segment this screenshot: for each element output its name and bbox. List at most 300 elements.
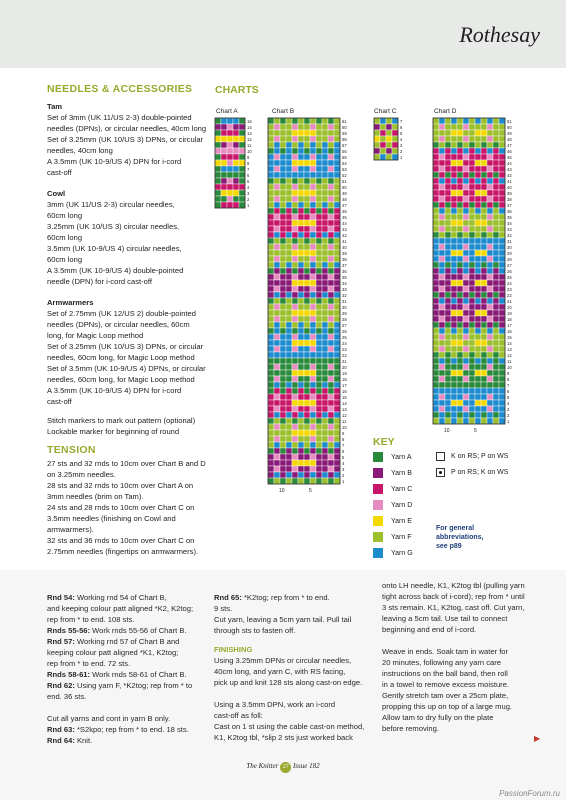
chart-cell xyxy=(499,388,505,394)
chart-cell xyxy=(481,370,487,376)
chart-cell xyxy=(463,226,469,232)
chart-cell xyxy=(457,352,463,358)
chart-cell xyxy=(274,250,280,256)
chart-cell xyxy=(451,184,457,190)
chart-cell xyxy=(239,118,245,124)
chart-cell xyxy=(274,166,280,172)
chart-cell xyxy=(493,418,499,424)
chart-cell xyxy=(280,292,286,298)
chart-cell xyxy=(328,376,334,382)
chart-cell xyxy=(328,244,334,250)
row-number: 61 xyxy=(342,119,347,124)
chart-cell xyxy=(316,388,322,394)
chart-cell xyxy=(457,196,463,202)
chart-cell xyxy=(292,184,298,190)
chart-cell xyxy=(493,256,499,262)
chart-cell xyxy=(304,358,310,364)
chart-cell xyxy=(439,160,445,166)
chart-cell xyxy=(334,310,340,316)
chart-cell xyxy=(322,214,328,220)
chart-cell xyxy=(481,256,487,262)
chart-cell xyxy=(433,208,439,214)
chart-cell xyxy=(292,364,298,370)
chart-cell xyxy=(439,334,445,340)
chart-cell xyxy=(268,346,274,352)
row-number: 38 xyxy=(507,197,512,202)
chart-cell xyxy=(322,430,328,436)
chart-cell xyxy=(304,406,310,412)
chart-cell xyxy=(274,298,280,304)
chart-cell xyxy=(298,190,304,196)
chart-cell xyxy=(463,262,469,268)
chart-cell xyxy=(463,394,469,400)
chart-cell xyxy=(227,202,233,208)
chart-cell xyxy=(280,472,286,478)
chart-cell xyxy=(274,388,280,394)
chart-cell xyxy=(328,226,334,232)
chart-cell xyxy=(487,232,493,238)
text-line: needles, 60cm long, for Magic Loop method xyxy=(47,375,195,384)
chart-cell xyxy=(457,382,463,388)
chart-cell xyxy=(298,478,304,484)
chart-cell xyxy=(439,280,445,286)
chart-cell xyxy=(286,328,292,334)
chart-cell xyxy=(334,160,340,166)
chart-cell xyxy=(475,316,481,322)
chart-cell xyxy=(493,382,499,388)
chart-cell xyxy=(499,118,505,124)
chart-cell xyxy=(439,184,445,190)
yarn-label: Yarn D xyxy=(391,501,413,509)
chart-cell xyxy=(304,256,310,262)
chart-cell xyxy=(292,400,298,406)
row-number: 15 xyxy=(507,335,512,340)
chart-cell xyxy=(286,238,292,244)
chart-cell xyxy=(328,412,334,418)
chart-cell xyxy=(322,118,328,124)
chart-cell xyxy=(316,220,322,226)
chart-cell xyxy=(475,400,481,406)
chart-cell xyxy=(316,460,322,466)
chart-cell xyxy=(316,358,322,364)
chart-cell xyxy=(298,430,304,436)
chart-cell xyxy=(286,442,292,448)
chart-cell xyxy=(481,322,487,328)
chart-cell xyxy=(499,178,505,184)
chart-cell xyxy=(334,400,340,406)
chart-cell xyxy=(304,172,310,178)
chart-cell xyxy=(499,124,505,130)
chart-cell xyxy=(451,118,457,124)
chart-cell xyxy=(274,214,280,220)
chart-cell xyxy=(487,154,493,160)
chart-cell xyxy=(469,310,475,316)
chart-cell xyxy=(292,322,298,328)
chart-cell xyxy=(298,136,304,142)
chart-cell xyxy=(334,352,340,358)
chart-cell xyxy=(298,160,304,166)
chart-cell xyxy=(475,142,481,148)
chart-cell xyxy=(280,244,286,250)
chart-cell xyxy=(433,220,439,226)
dot-square-icon xyxy=(436,468,445,477)
chart-cell xyxy=(433,370,439,376)
row-number: 16 xyxy=(342,389,347,394)
chart-cell xyxy=(481,184,487,190)
chart-cell xyxy=(334,286,340,292)
chart-cell xyxy=(274,208,280,214)
text-line: Cast on 1 st using the cable cast-on method, xyxy=(214,722,365,731)
text-line: Set of 3mm (UK 11/US 2-3) double-pointed xyxy=(47,113,192,122)
chart-cell xyxy=(215,118,221,124)
chart-cell xyxy=(274,256,280,262)
chart-cell xyxy=(475,370,481,376)
chart-cell xyxy=(298,244,304,250)
chart-cell xyxy=(433,382,439,388)
chart-cell xyxy=(286,454,292,460)
chart-cell xyxy=(298,124,304,130)
chart-cell xyxy=(322,292,328,298)
row-number: 7 xyxy=(247,167,250,172)
chart-cell xyxy=(439,340,445,346)
chart-cell xyxy=(316,322,322,328)
chart-cell xyxy=(227,118,233,124)
chart-cell xyxy=(463,256,469,262)
chart-cell xyxy=(292,280,298,286)
chart-cell xyxy=(268,478,274,484)
chart-cell xyxy=(304,274,310,280)
row-number: 43 xyxy=(342,227,347,232)
chart-cell xyxy=(463,172,469,178)
chart-cell xyxy=(439,286,445,292)
chart-cell xyxy=(280,316,286,322)
chart-cell xyxy=(487,262,493,268)
chart-cell xyxy=(221,166,227,172)
chart-cell xyxy=(268,412,274,418)
chart-cell xyxy=(439,202,445,208)
chart-cell xyxy=(469,292,475,298)
chart-cell xyxy=(221,184,227,190)
chart-cell xyxy=(322,160,328,166)
chart-cell xyxy=(274,394,280,400)
chart-cell xyxy=(292,190,298,196)
chart-cell xyxy=(433,172,439,178)
chart-cell xyxy=(304,202,310,208)
chart-cell xyxy=(445,190,451,196)
chart-cell xyxy=(439,382,445,388)
chart-cell xyxy=(316,268,322,274)
chart-cell xyxy=(322,310,328,316)
chart-cell xyxy=(469,160,475,166)
chart-cell xyxy=(487,394,493,400)
chart-cell xyxy=(481,220,487,226)
chart-cell xyxy=(469,370,475,376)
chart-cell xyxy=(280,202,286,208)
chart-cell xyxy=(310,472,316,478)
chart-cell xyxy=(328,442,334,448)
chart-cell xyxy=(316,262,322,268)
instruction-text xyxy=(47,703,49,712)
chart-cell xyxy=(292,436,298,442)
chart-cell xyxy=(292,286,298,292)
chart-cell xyxy=(268,304,274,310)
chart-cell xyxy=(304,154,310,160)
chart-cell xyxy=(221,196,227,202)
chart-cell xyxy=(481,238,487,244)
chart-cell xyxy=(292,448,298,454)
chart-cell xyxy=(304,280,310,286)
chart-cell xyxy=(481,310,487,316)
chart-cell xyxy=(481,178,487,184)
chart-cell xyxy=(286,184,292,190)
chart-cell xyxy=(487,136,493,142)
chart-cell xyxy=(328,238,334,244)
chart-cell xyxy=(499,292,505,298)
row-number: 3 xyxy=(507,407,510,412)
chart-cell xyxy=(457,244,463,250)
chart-cell xyxy=(292,466,298,472)
chart-cell xyxy=(457,160,463,166)
chart-cell xyxy=(457,184,463,190)
chart-cell xyxy=(322,454,328,460)
chart-cell xyxy=(445,298,451,304)
chart-cell xyxy=(310,160,316,166)
row-number: 17 xyxy=(342,383,347,388)
chart-cell xyxy=(304,148,310,154)
chart-cell xyxy=(451,274,457,280)
row-number: 46 xyxy=(342,209,347,214)
chart-cell xyxy=(316,394,322,400)
chart-cell xyxy=(334,196,340,202)
row-number: 1 xyxy=(507,419,510,424)
chart-cell xyxy=(457,166,463,172)
row-number: 38 xyxy=(342,257,347,262)
chart-cell xyxy=(292,424,298,430)
chart-cell xyxy=(304,472,310,478)
chart-cell xyxy=(481,142,487,148)
chart-cell xyxy=(322,358,328,364)
row-number: 6 xyxy=(342,449,345,454)
color-swatch xyxy=(373,548,383,558)
chart-cell xyxy=(499,262,505,268)
chart-cell xyxy=(304,394,310,400)
chart-cell xyxy=(280,220,286,226)
chart-cell xyxy=(493,316,499,322)
chart-cell xyxy=(316,376,322,382)
chart-cell xyxy=(445,370,451,376)
chart-cell xyxy=(334,436,340,442)
pattern-line xyxy=(47,658,207,669)
text-line: propping this up on top of a large mug. xyxy=(382,702,513,711)
chart-cell xyxy=(322,178,328,184)
chart-cell xyxy=(334,124,340,130)
chart-cell xyxy=(469,154,475,160)
chart-cell xyxy=(481,418,487,424)
chart-cell xyxy=(487,202,493,208)
chart-cell xyxy=(304,208,310,214)
chart-cell xyxy=(433,358,439,364)
chart-cell xyxy=(304,388,310,394)
row-number: 3 xyxy=(247,191,250,196)
chart-cell xyxy=(457,370,463,376)
chart-cell xyxy=(463,322,469,328)
chart-cell xyxy=(433,334,439,340)
chart-cell xyxy=(292,412,298,418)
chart-cell xyxy=(268,262,274,268)
chart-cell xyxy=(298,154,304,160)
page-number: 27 xyxy=(280,762,291,773)
chart-cell xyxy=(310,328,316,334)
chart-cell xyxy=(280,388,286,394)
chart-cell xyxy=(268,208,274,214)
chart-cell xyxy=(298,166,304,172)
chart-cell xyxy=(481,346,487,352)
chart-cell xyxy=(433,262,439,268)
chart-cell xyxy=(475,340,481,346)
chart-cell xyxy=(233,184,239,190)
row-number: 42 xyxy=(342,233,347,238)
chart-cell xyxy=(451,394,457,400)
chart-cell xyxy=(280,370,286,376)
chart-cell xyxy=(374,142,380,148)
chart-cell xyxy=(439,226,445,232)
chart-cell xyxy=(499,142,505,148)
chart-cell xyxy=(334,388,340,394)
chart-cell xyxy=(280,286,286,292)
chart-cell xyxy=(316,310,322,316)
text-line: long, for Magic Loop method xyxy=(47,331,144,340)
chart-cell xyxy=(499,214,505,220)
chart-cell xyxy=(457,178,463,184)
chart-cell xyxy=(298,238,304,244)
chart-cell xyxy=(499,358,505,364)
chart-cell xyxy=(322,442,328,448)
chart-cell xyxy=(328,298,334,304)
text-line: A 3.5mm (UK 10-9/US 4) DPN for i-cord xyxy=(47,157,182,166)
text-line: beginning and end of i-cord. xyxy=(382,625,477,634)
chart-cell xyxy=(457,136,463,142)
chart-cell xyxy=(457,376,463,382)
chart-cell xyxy=(433,256,439,262)
chart-cell xyxy=(493,412,499,418)
chart-cell xyxy=(481,406,487,412)
chart-cell xyxy=(328,262,334,268)
chart-cell xyxy=(469,364,475,370)
chart-cell xyxy=(445,340,451,346)
chart-cell xyxy=(493,148,499,154)
chart-cell xyxy=(233,202,239,208)
chart-cell xyxy=(298,310,304,316)
chart-cell xyxy=(328,304,334,310)
chart-cell xyxy=(433,280,439,286)
chart-cell xyxy=(233,160,239,166)
chart-cell xyxy=(463,280,469,286)
chart-cell xyxy=(322,280,328,286)
key-yarn xyxy=(373,452,412,462)
chart-cell xyxy=(374,148,380,154)
chart-cell xyxy=(310,178,316,184)
chart-cell xyxy=(451,328,457,334)
chart-cell xyxy=(274,322,280,328)
chart-cell xyxy=(268,328,274,334)
chart-cell xyxy=(298,442,304,448)
chart-cell xyxy=(292,118,298,124)
chart-cell xyxy=(268,388,274,394)
chart-cell xyxy=(268,292,274,298)
chart-cell xyxy=(499,310,505,316)
chart-cell xyxy=(433,196,439,202)
chart-cell xyxy=(274,178,280,184)
chart-cell xyxy=(469,418,475,424)
chart-cell xyxy=(334,214,340,220)
chart-cell xyxy=(463,202,469,208)
chart-cell xyxy=(310,358,316,364)
chart-cell xyxy=(292,208,298,214)
text-line: Set of 3.5mm (UK 10-9/US 4) DPNs, or circular xyxy=(47,364,206,373)
chart-cell xyxy=(439,142,445,148)
chart-cell xyxy=(328,178,334,184)
chart-cell xyxy=(280,172,286,178)
round-label: Rnd 54: xyxy=(47,593,75,602)
chart-cell xyxy=(274,370,280,376)
chart-cell xyxy=(286,232,292,238)
chart-cell xyxy=(310,436,316,442)
chart-cell xyxy=(227,136,233,142)
chart-cell xyxy=(463,382,469,388)
chart-cell xyxy=(286,364,292,370)
chart-cell xyxy=(469,328,475,334)
row-number: 5 xyxy=(342,455,345,460)
chart-cell xyxy=(316,250,322,256)
chart-cell xyxy=(274,412,280,418)
chart-cell xyxy=(316,430,322,436)
chart-cell xyxy=(268,256,274,262)
chart-cell xyxy=(457,214,463,220)
chart-cell xyxy=(499,232,505,238)
chart-cell xyxy=(475,292,481,298)
chart-cell xyxy=(268,124,274,130)
chart-cell xyxy=(316,418,322,424)
chart-cell xyxy=(215,142,221,148)
chart-cell xyxy=(439,394,445,400)
chart-cell xyxy=(380,142,386,148)
chart-cell xyxy=(286,436,292,442)
chart-cell xyxy=(493,370,499,376)
row-number: 5 xyxy=(400,131,403,136)
chart-cell xyxy=(469,166,475,172)
chart-cell xyxy=(487,268,493,274)
chart-cell xyxy=(475,394,481,400)
instruction-text: Work rnds 55-56 of Chart B. xyxy=(90,626,187,635)
chart-cell xyxy=(310,430,316,436)
chart-cell xyxy=(487,190,493,196)
chart-cell xyxy=(433,154,439,160)
row-number: 55 xyxy=(342,155,347,160)
chart-cell xyxy=(292,454,298,460)
chart-cell xyxy=(457,274,463,280)
chart-cell xyxy=(457,418,463,424)
chart-cell xyxy=(328,268,334,274)
chart-cell xyxy=(445,130,451,136)
chart-cell xyxy=(463,274,469,280)
row-number: 7 xyxy=(342,443,345,448)
row-number: 40 xyxy=(507,185,512,190)
chart-cell xyxy=(274,142,280,148)
round-label: Rnd 62: xyxy=(47,681,75,690)
chart-cell xyxy=(487,382,493,388)
chart-cell xyxy=(493,328,499,334)
chart-cell xyxy=(439,346,445,352)
